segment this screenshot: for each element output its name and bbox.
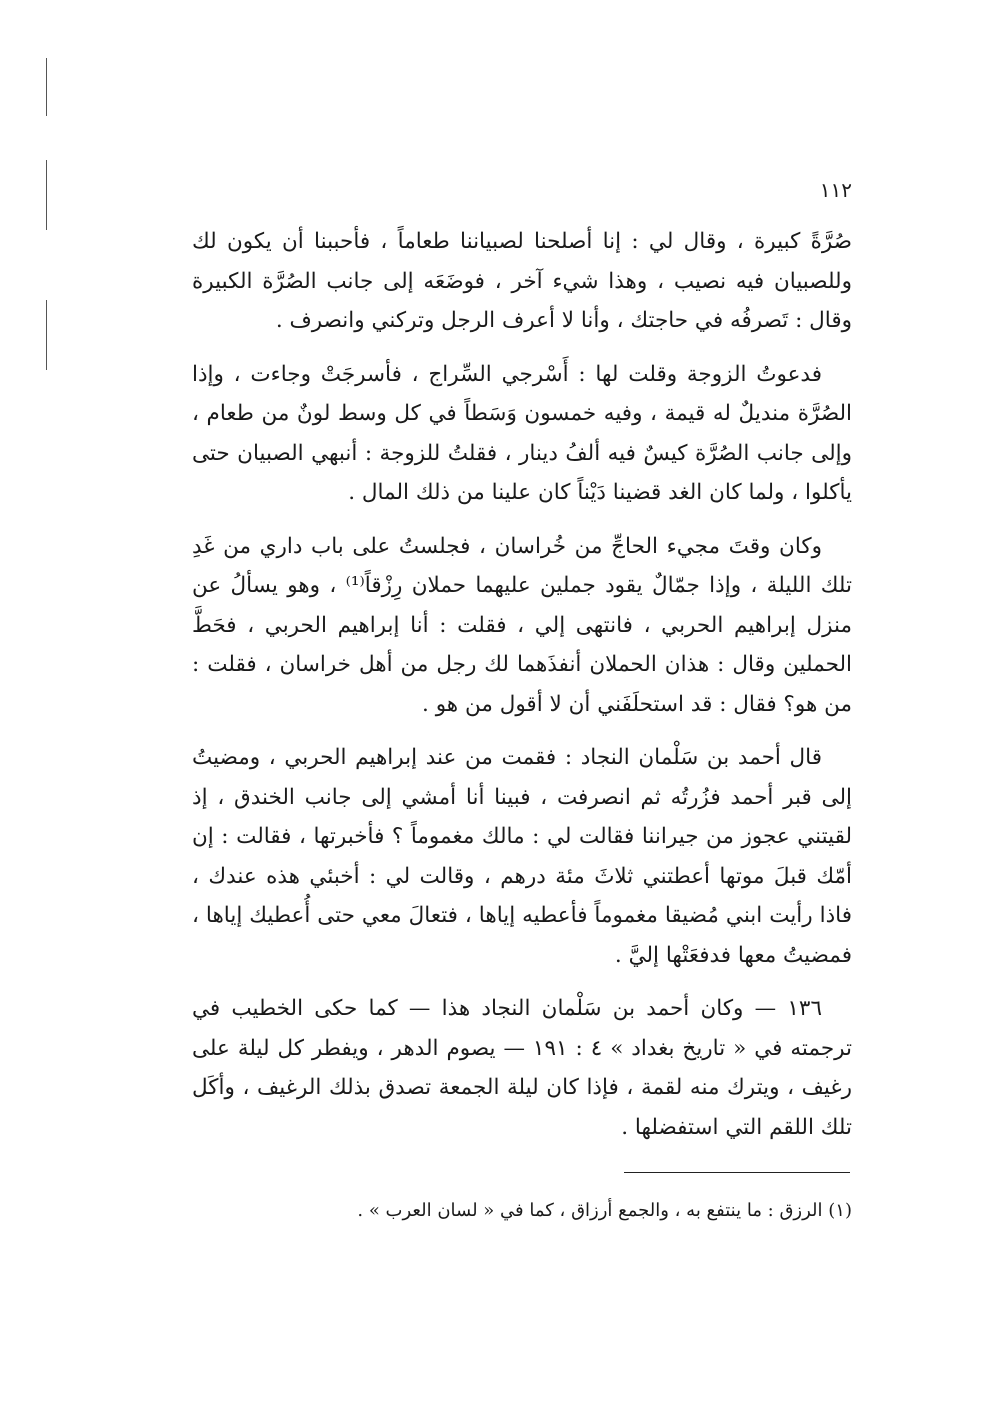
paragraph-2: فدعوتُ الزوجة وقلت لها : أَسْرجي السِّراج ، فأسرجَتْ وجاءت ، وإذا الصُرَّة منديلٌ له قيمة ، وفيه خمسون وَسَطاً في كل وسط لونٌ من طعام ، وإلى جانب الصُرَّة كيسٌ فيه ألفُ دينار ، فقلتُ للزوجة : أنبهي الصبيان حتى يأكلوا ، ولما كان الغد قضينا دَيْناً كان علينا من ذلك المال . bbox=[192, 361, 852, 505]
footnote-divider bbox=[624, 1172, 850, 1173]
page-number: ١١٢ bbox=[819, 178, 852, 202]
footnote: (١) الرزق : ما ينتفع به ، والجمع أرزاق ، كما في « لسان العرب » . bbox=[357, 1200, 852, 1221]
margin-line-middle bbox=[46, 160, 47, 230]
paragraph-5: ١٣٦ — وكان أحمد بن سَلْمان النجاد هذا — كما حكى الخطيب في ترجمته في « تاريخ بغداد » ٤ : ١٩١ — يصوم الدهر ، ويفطر كل ليلة على رغيف ، ويترك منه لقمة ، فإذا كان ليلة الجمعة تصدق بذلك الرغيف ، وأكَل تلك اللقم التي استفضلها . bbox=[192, 996, 852, 1140]
margin-line-bottom bbox=[46, 300, 47, 370]
paragraph-4: قال أحمد بن سَلْمان النجاد : فقمت من عند إبراهيم الحربي ، ومضيتُ إلى قبر أحمد فزُرتُه ثم انصرفت ، فبينا أنا أمشي إلى جانب الخندق ، إذ لقيتني عجوز من جيراننا فقالت لي : مالك مغموماً ؟ فأخبرتها ، فقالت : إن أمّك قبلَ موتها أعطتني ثلاثَ مئة درهم ، وقالت لي : أخبئي هذه عندك ، فاذا رأيت ابني مُضيقا مغموماً فأعطيه إياها ، فتعالَ معي حتى أُعطيك إياها ، فمضيتُ معها فدفعَتْها إليَّ . bbox=[192, 745, 852, 968]
paragraph-1: صُرَّةً كبيرة ، وقال لي : إنا أصلحنا لصبياننا طعاماً ، فأحببنا أن يكون لك وللصبيان فيه نصيب ، وهذا شيء آخر ، فوضَعَه إلى جانب الصُرَّة الكبيرة وقال : تَصرفُه في حاجتك ، وأنا لا أعرف الرجل وتركني وانصرف . bbox=[192, 229, 852, 333]
margin-line-top bbox=[46, 58, 47, 116]
paragraph-3: وكان وقتَ مجيء الحاجِّ من خُراسان ، فجلستُ على باب داري من غَدِ تلك الليلة ، وإذا جمّالٌ يقود جملين عليهما حملان رِزْقاً⁽¹⁾ ، وهو يسألُ عن منزل إبراهيم الحربي ، فانتهى إلي ، فقلت : أنا إبراهيم الحربي ، فحَطَّ الحملين وقال : هذان الحملان أنفذَهما لك رجل من أهل خراسان ، فقلت : من هو؟ فقال : قد استحلَفَني أن لا أقول من هو . bbox=[192, 533, 852, 717]
body-text bbox=[192, 222, 852, 1161]
